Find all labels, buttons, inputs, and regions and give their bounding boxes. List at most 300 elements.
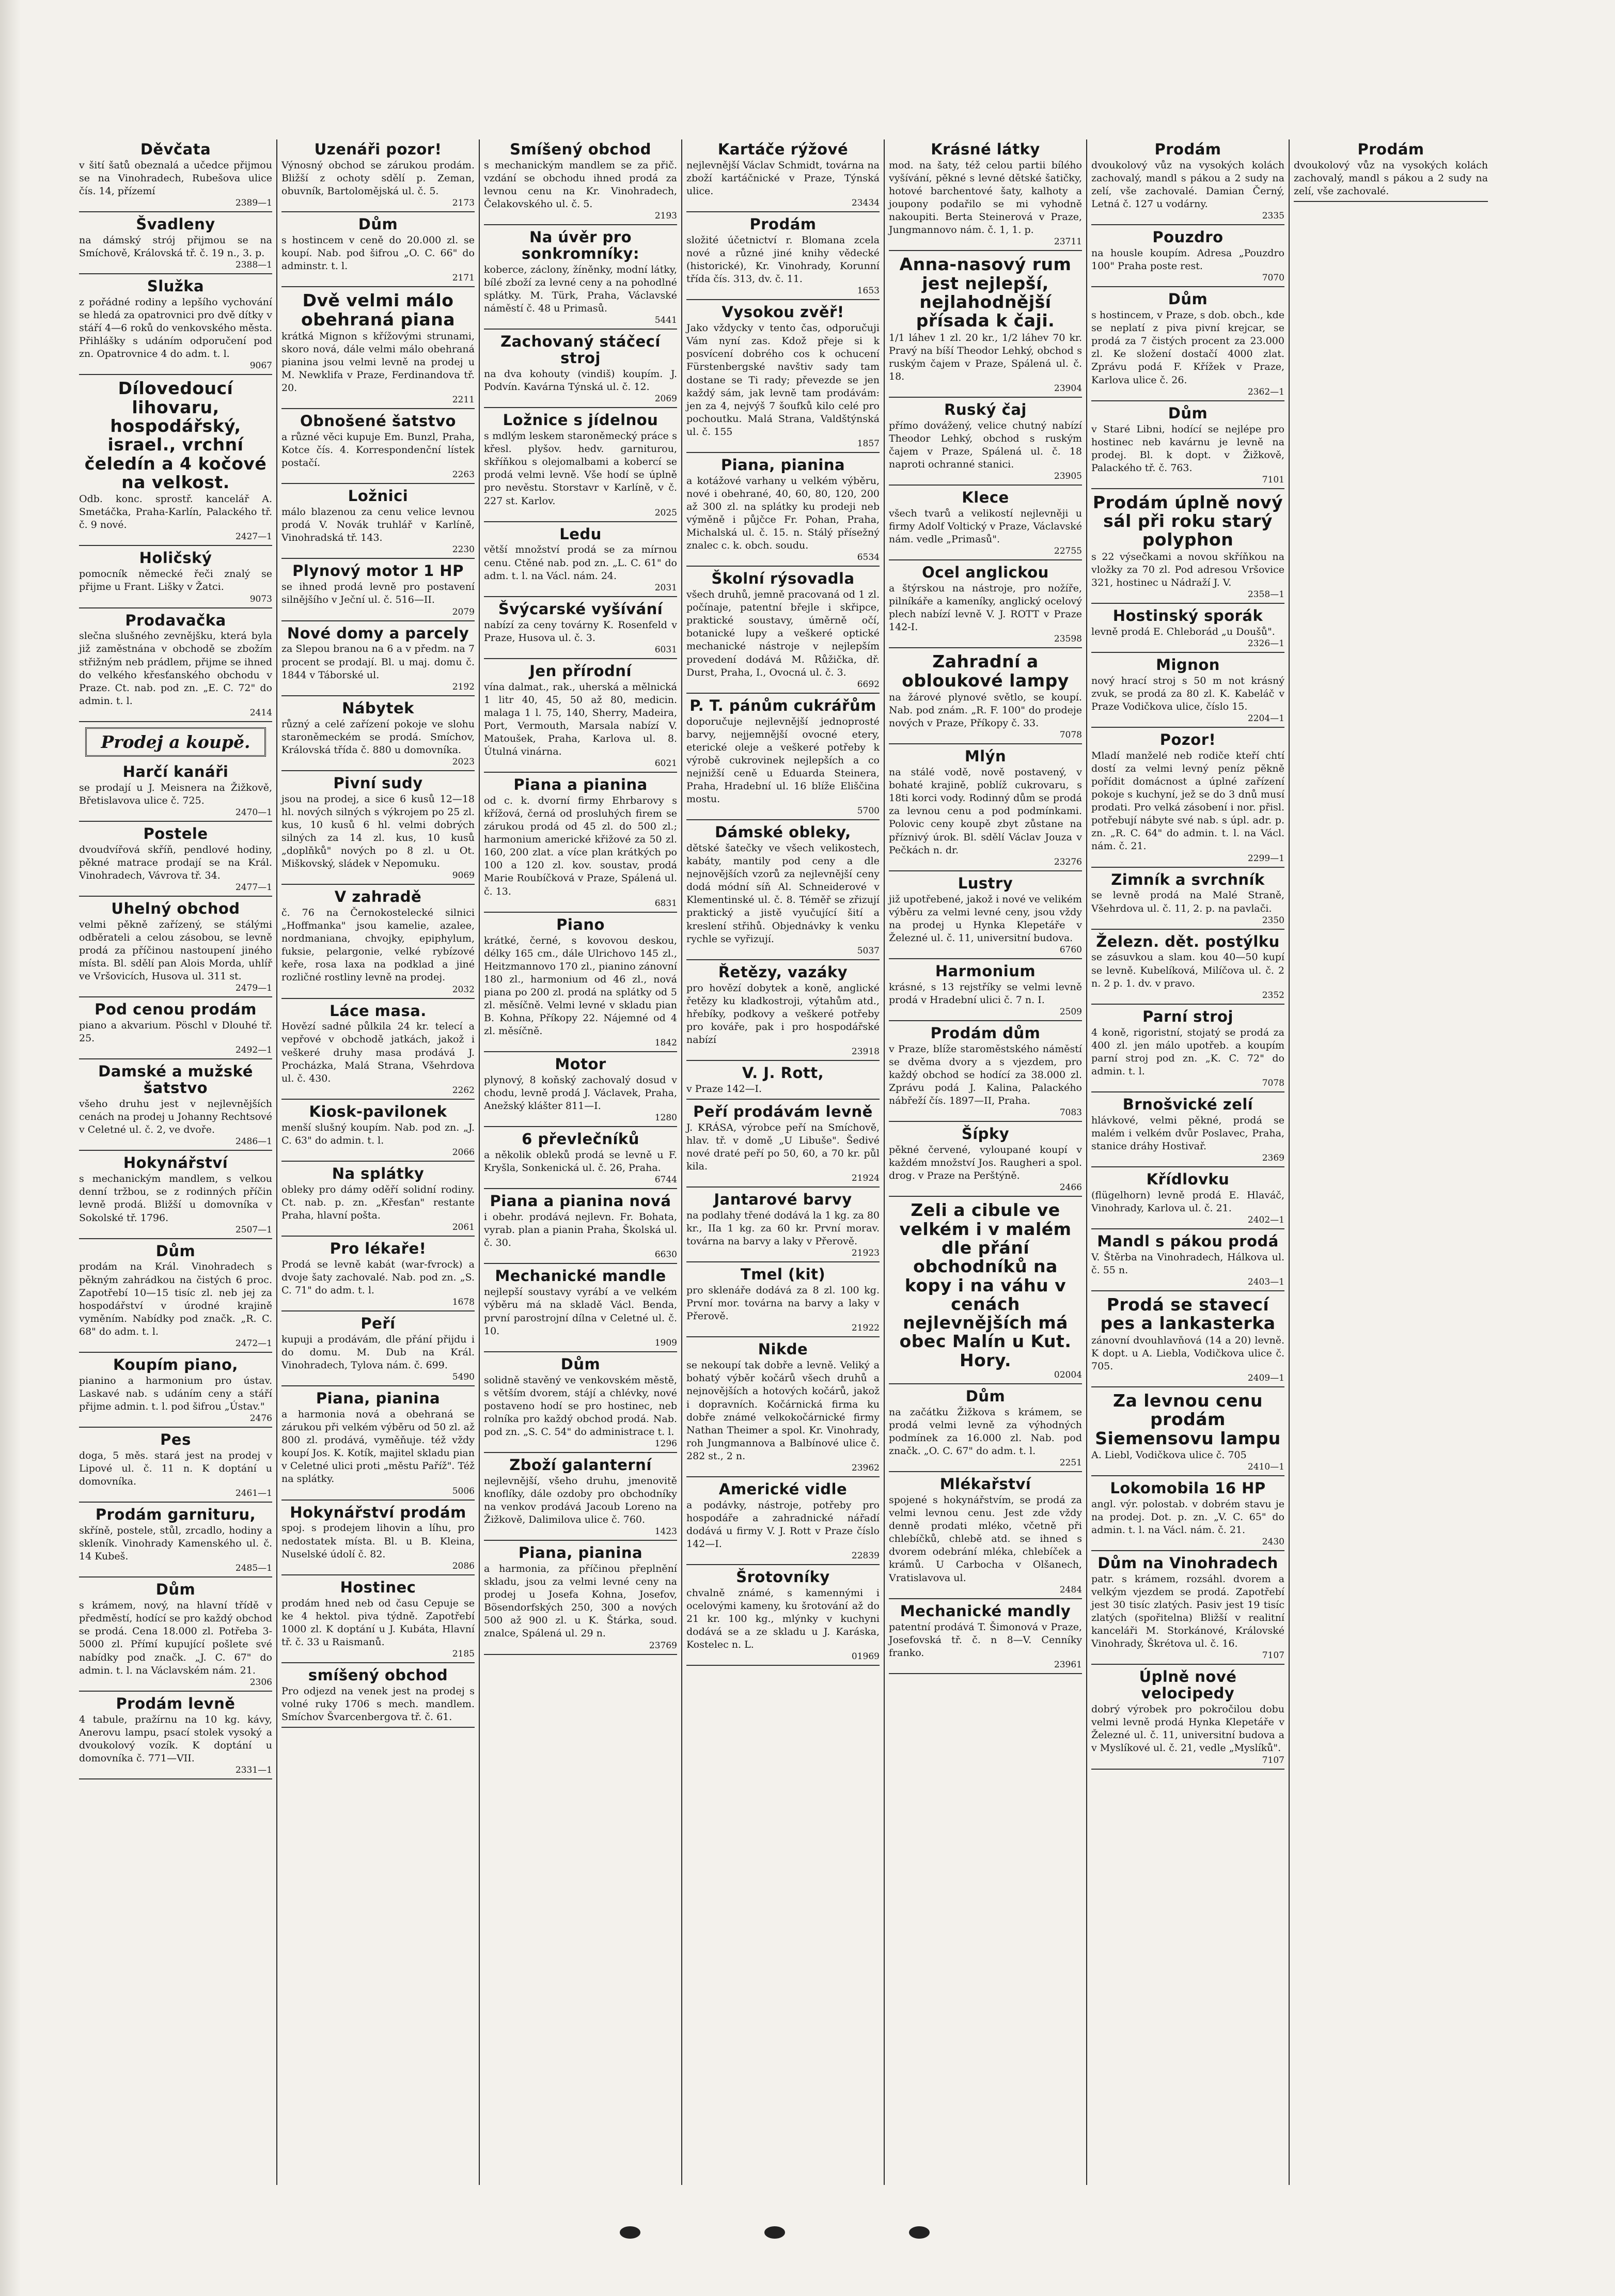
ad-title: Krásné látky: [931, 140, 1040, 158]
ad-reference-code: 23918: [851, 1046, 880, 1057]
ad-text: se prodají u J. Meisnera na Žižkově, Břetislavova ulice č. 725.: [79, 782, 272, 806]
ad-title: Nikde: [758, 1340, 808, 1358]
ad-title: Zeli a cibule ve velkém i v malém dle přání obchodníků na kopy i na váhu v cenách nejlevnějších má obec Malín u Kut. Hory.: [899, 1200, 1072, 1370]
ad-text: J. KRÁSA, výrobce peří na Smíchově, hlav. tř. v domě „U Libuše". Šedivé nové draté peří po 50, 60, a 70 kr. půl kila.: [686, 1121, 880, 1173]
ad-text: Jako vždycky v tento čas, odporučuji Vám nyní zas. Kdož přeje si k posvícení dobrého cos k ochucení Fürstenbergské navštiv sady tam dostane se Ti rady; převezde se jen každý sám, jak levně tam prodávám: jen za 4, nejvýš 7 šoufků kilo celé pro pochoutku. Malá Strana, Valdštýnská ul. č. 155: [686, 322, 880, 438]
ad-reference-code: 2358—1: [1247, 589, 1284, 600]
ad-title: Harmonium: [935, 962, 1036, 980]
ad-reference-code: 6760: [1059, 944, 1082, 955]
ad-text: všech druhů, jemně pracovaná od 1 zl. počínaje, patentní břejle i skřipce, praktické soustavy, úměrně očí, botanické lupy a veškeré optické mechanické nástroje v nejlepším provedení dodává M. Růžička, dř. Durst, Praha, I., Ovocná ul. č. 3.: [686, 589, 880, 678]
ad-text: patentní prodává T. Šimonová v Praze, Josefovská tř. č. n 8—V. Cenníky franko.: [889, 1621, 1082, 1659]
ad-text: spoj. s prodejem lihovin a líhu, pro nedostatek místa. Bl. u B. Kleina, Nuselské údolí č. 82.: [281, 1522, 475, 1560]
ad-text: krátké, černé, s kovovou deskou, délky 165 cm., dále Ulrichovo 145 zl., Heitzmannovo 170 zl., pianino zánovní 180 zl., harmonium od 46 zl., nová piana po 200 zl. prodá na splátky od 5 zl. měsíčně. Velmi levné v skladu pian B. Kohna, Příkopy 22. Nájemné od 4 zl. měsíčně.: [484, 934, 677, 1037]
ad-title: Šrotovníky: [736, 1568, 830, 1586]
classified-ad: [1091, 655, 1284, 728]
ad-text: pro sklenáře dodává za 8 zl. 100 kg. První mor. továrna na barvy a laky v Přerově.: [686, 1285, 880, 1322]
classified-ad: [281, 1164, 475, 1237]
ad-text: na žárové plynové světlo, se koupí. Nab. pod znám. „R. F. 100" do prodeje nových v Praze, Příkopy č. 33.: [889, 691, 1082, 729]
classified-ad: [79, 1061, 272, 1151]
ad-title: Prodám levně: [116, 1694, 236, 1712]
ad-reference-code: 2069: [654, 394, 677, 404]
ad-text: piano a akvarium. Pöschl v Dlouhé tř. 25.: [79, 1020, 272, 1044]
ad-text: 1/1 láhev 1 zl. 20 kr., 1/2 láhev 70 kr. Pravý na bíší Theodor Lehký, obchod s ruským čajem v Praze, Spálená ul. č. 18.: [889, 332, 1082, 382]
ad-text: doga, 5 měs. stará jest na prodej v Lipové ul. č. 11 n. K doptání u domovníka.: [79, 1449, 272, 1488]
ad-reference-code: 6692: [857, 679, 880, 690]
ad-title: P. T. pánům cukrářům: [689, 696, 876, 714]
classified-ad: [484, 1054, 677, 1127]
ad-text: všech tvarů a velikostí nejlevněji u firmy Adolf Voltický v Praze, Václavské nám. vedle „Primasů".: [889, 507, 1082, 545]
classified-ad: [484, 227, 677, 330]
ad-reference-code: 7078: [1059, 730, 1082, 741]
ad-text: menší slušný koupím. Nab. pod zn. „J. C. 63" do admin. t. l.: [281, 1121, 475, 1146]
classified-ad: [484, 1266, 677, 1352]
ad-title: Peří: [360, 1315, 396, 1333]
ad-title: Na úvěr pro sonkromníky:: [522, 228, 639, 263]
classified-ad: [484, 775, 677, 913]
ad-title: Koupím piano,: [113, 1355, 238, 1373]
ad-text: a různé věci kupuje Em. Bunzl, Praha, Kotce čís. 4. Korrespondenční lístek postačí.: [281, 431, 475, 469]
ad-text: s hostincem v ceně do 20.000 zl. se koupí. Nab. pod šifrou „O. C. 66" do adminstr. t. l.: [281, 235, 475, 272]
classified-ad: [889, 650, 1082, 744]
ad-text: pro hovězí dobytek a koně, anglické řetězy ku kladkostroji, výtahům atd., hřebíky, podkovy a veškeré potřeby pro kováře, pak i pro hospodářské nabízí: [686, 982, 880, 1045]
ad-title: Pod cenou prodám: [95, 1001, 257, 1019]
classified-ad: [1091, 289, 1284, 401]
ad-reference-code: 2299—1: [1247, 853, 1284, 864]
ad-reference-code: 2485—1: [235, 1563, 272, 1574]
ad-text: a štýrskou na nástroje, pro nožíře, pilníkáře a kameníky, anglický ocelový plech nabízí levně V. J. ROTT v Praze 142-I.: [889, 583, 1082, 633]
ad-reference-code: 23962: [851, 1462, 880, 1473]
ad-reference-code: 6534: [857, 552, 880, 563]
ad-reference-code: 6630: [654, 1249, 677, 1260]
ad-title: Lokomobila 16 HP: [1110, 1479, 1266, 1497]
ad-reference-code: 2023: [452, 756, 475, 767]
ad-text: na podlahy třené dodává la 1 kg. za 80 kr., IIa 1 kg. za 60 kr. První morav. továrna na barvy a laky v Přerově.: [686, 1210, 880, 1247]
classified-ad: [281, 623, 475, 696]
classified-ad: [1091, 1231, 1284, 1291]
classified-ad: [686, 214, 880, 300]
classified-ad: [686, 455, 880, 567]
ad-text: s hostincem, v Praze, s dob. obch., kde se neplatí z piva pivní krejcar, se prodá za 7 čistých procent za 23.000 zl. Ke složení dostačí 4000 zlat. Zprávu podá F. Křížek v Praze, Karlova ulice č. 26.: [1091, 309, 1284, 386]
ad-text: A. Liebl, Vodičkova ulice č. 705: [1091, 1449, 1247, 1461]
ad-reference-code: 2509: [1059, 1006, 1082, 1017]
ad-title: V. J. Rott,: [742, 1064, 824, 1082]
column-7: [1290, 139, 1492, 2185]
ad-reference-code: 2484: [1059, 1584, 1082, 1595]
classified-ad: [79, 824, 272, 897]
ad-title: Smíšený obchod: [510, 140, 651, 158]
ad-title: Holičský: [139, 549, 212, 567]
ad-reference-code: 2410—1: [1247, 1461, 1284, 1472]
ad-reference-code: 5700: [857, 806, 880, 817]
ad-text: doporučuje nejlevnější jednoprosté barvy, nejjemnější ovocné etery, eterické oleje a veškeré potřeby k výrobě cukrovinek nejlepších a co nejnižší ceně u Eduarda Steinera, Praha, Hradební ul. 16 blíže Eliščina mostu.: [686, 715, 880, 805]
ad-text: dětské šatečky ve všech velikostech, kabáty, mantily pod ceny a dle nejnovějších vzorů za nejlevnější ceny dodá módní síň Al. Schneiderové v Klementinské ul. č. 8. Téměř se zřizují praktický a jistě vyučující šití a kreslení střihů. Objednávky k venku rychle se vyřizují.: [686, 842, 880, 945]
ad-reference-code: 2507—1: [235, 1224, 272, 1235]
ad-text: koberce, záclony, žíněnky, modní látky, bílé zboží za levné ceny a na pohodlné splátky. M. Türk, Praha, Václavské náměstí č. 48 u Primasů.: [484, 263, 677, 315]
ad-reference-code: 1857: [857, 438, 880, 449]
ad-reference-code: 23276: [1054, 856, 1082, 867]
classified-ad: [889, 1199, 1082, 1384]
classified-ad: [281, 1388, 475, 1500]
ad-title: Ledu: [559, 525, 602, 543]
ad-reference-code: 2362—1: [1247, 386, 1284, 397]
ad-title: Americké vidle: [718, 1480, 848, 1498]
ad-title: Piano: [556, 915, 605, 933]
ad-text: vína dalmat., rak., uherská a mělnická 1 litr 40, 45, 50 až 80, medicin. malaga 1 l. 75, 140, Sherry, Madeira, Port, Vermouth, Marsala nabízí V. Matoušek, Praha, Karlova ul. 8. Útulná vinárna.: [484, 681, 677, 758]
ad-reference-code: 2032: [452, 984, 475, 995]
ad-title: Dům: [358, 215, 398, 233]
page-edge-shadow: [0, 0, 21, 2296]
ad-text: na začátku Žižkova s krámem, se prodá velmi levně za výhodných podmínek za 16.000 zl. Nab. pod značk. „O. C. 67" do adm. t. l.: [889, 1406, 1082, 1457]
ad-reference-code: 2388—1: [235, 260, 272, 271]
classified-ad: [281, 139, 475, 212]
ad-title: Zimník a svrchník: [1111, 870, 1265, 888]
ad-title: Školní rýsovadla: [711, 570, 855, 588]
ad-text: s mdlým leskem staroněmecký práce s křesl. plyšov. hedv. garniturou, skříňkou s olejomalbami a kobercí se prodá velmi levně. Vše hodí se úplně pro nevěstu. Storstavr v Karlíně, v č. 227 st. Karlov.: [484, 430, 677, 507]
ad-title: Ložnici: [348, 487, 409, 505]
ad-title: Prodám: [749, 215, 817, 233]
ad-title: Zahradní a obloukové lampy: [902, 651, 1069, 691]
ad-reference-code: 5441: [654, 315, 677, 326]
ad-text: nejlevnější Václav Schmidt, továrna na zboží kartáčnické v Praze, Týnská ulice.: [686, 159, 880, 197]
ad-title: Mandl s pákou prodá: [1097, 1232, 1279, 1251]
ad-text: již upotřebené, jakož i nové ve velikém výběru za velmi levné ceny, jsou vždy na prodej u Hynka Klepetáře v Železné ul. č. 11, universitní budova.: [889, 893, 1082, 944]
classified-ad: [79, 611, 272, 722]
ad-reference-code: 2486—1: [235, 1136, 272, 1147]
classified-ad: [1091, 730, 1284, 868]
ad-reference-code: 2352: [1262, 990, 1284, 1001]
ad-reference-code: 2479—1: [235, 983, 272, 994]
ad-reference-code: 1678: [452, 1297, 475, 1308]
ad-text: Pro odjezd na venek jest na prodej s volné ruky 1706 s mech. mandlem. Smíchov Švarcenbergova tř. č. 61.: [281, 1685, 475, 1723]
ad-title: Hokynářství: [123, 1154, 228, 1172]
ad-reference-code: 2335: [1262, 211, 1284, 222]
ad-reference-code: 7101: [1262, 474, 1284, 485]
ad-reference-code: 1842: [654, 1038, 677, 1049]
ad-text: a podávky, nástroje, potřeby pro hospodáře a zahradnické nářadí dodává u firmy V. J. Rott v Praze číslo 142—I.: [686, 1499, 880, 1550]
section-heading: Prodej a koupě.: [85, 727, 266, 757]
ad-reference-code: 2466: [1059, 1182, 1082, 1193]
column-2: [277, 139, 480, 2185]
ad-title: Jen přírodní: [529, 662, 632, 680]
ad-text: dvoukolový vůz na vysokých kolách zachovalý, mandl s pákou a 2 sudy na zelí, vše zachovalé.: [1294, 159, 1488, 197]
classified-ad: [79, 377, 272, 546]
ad-reference-code: 2262: [452, 1085, 475, 1096]
ad-text: složité účetnictví r. Blomana zcela nové a různé jiné knihy vědecké (historické), Kr. Vinohrady, Korunní třída čís. 313, dv. č. 11.: [686, 235, 880, 285]
classified-ad: [79, 1241, 272, 1353]
ad-title: Pes: [160, 1431, 191, 1449]
ad-title: Piana, pianina: [720, 456, 845, 474]
ad-reference-code: 23711: [1054, 237, 1082, 247]
ad-text: (flügelhorn) levně prodá E. Hlaváč, Vinohrady, Karlova ul. č. 21.: [1091, 1189, 1284, 1214]
classified-ad: [281, 1001, 475, 1100]
ad-title: Postele: [143, 824, 208, 842]
classified-ad: [686, 1190, 880, 1262]
classified-ad: [281, 486, 475, 559]
ad-text: pěkné červené, vyloupané koupí v každém množství Jos. Raugheri a spol. drog. v Praze na Perštýně.: [889, 1144, 1082, 1182]
classified-ad: [889, 1386, 1082, 1472]
classified-ad: [281, 1239, 475, 1311]
ad-reference-code: 2192: [452, 681, 475, 692]
classified-ad: [686, 1264, 880, 1337]
ad-text: různý a celé zařízení pokoje ve slohu staroněmeckém se prodá. Smíchov, Královská třída č. 880 u domovníka.: [281, 718, 475, 756]
classified-ad: [79, 139, 272, 212]
ad-reference-code: 2472—1: [235, 1338, 272, 1349]
classified-ad: [1091, 1007, 1284, 1092]
ad-text: v Staré Libni, hodící se nejlépe pro hostinec neb kavárnu je levně na prodej. Bl. k dopt. v Žižkově, Palackého tř. č. 763.: [1091, 423, 1284, 474]
ad-reference-code: 2389—1: [235, 198, 272, 209]
ad-title: Křídlovku: [1146, 1170, 1230, 1189]
classified-ad: [1091, 1478, 1284, 1551]
ad-text: chvalně známé, s kamennými i ocelovými kameny, ku šrotování až do 21 kr. 100 kg., mlýnky v kuchyni dodává se a ze skladu u J. Karáska, Kostelec n. L.: [686, 1587, 880, 1651]
classified-ad: [79, 548, 272, 608]
column-5: [885, 139, 1087, 2185]
ad-title: smíšený obchod: [308, 1666, 448, 1684]
ad-reference-code: 6021: [654, 758, 677, 769]
classified-ad: [686, 822, 880, 960]
classified-ad: [1091, 1293, 1284, 1387]
ad-text: nový hrací stroj s 50 m not krásný zvuk, se prodá za 80 zl. K. Kabeláč v Praze Vodičkova ulice, číslo 15.: [1091, 675, 1284, 712]
ad-title: Anna-nasový rum jest nejlepší, nejlahodnější přísada k čaji.: [899, 254, 1072, 331]
ad-text: prodám hned neb od času Cepuje se ke 4 hektol. piva týdně. Zapotřebí 1000 zl. K doptání u J. Kubáta, Hlavní tř. č. 33 u Raismanů.: [281, 1597, 475, 1648]
ad-text: solidně stavěný ve venkovském městě, s větším dvorem, stájí a chlévky, nové postaveno hodí se pro hostinec, neb rolníka pro každý obchod prodá. Nab. pod zn. „S. C. 54" do administrace t. l.: [484, 1374, 677, 1438]
ad-reference-code: 2470—1: [235, 807, 272, 818]
ad-title: Šípky: [961, 1125, 1010, 1143]
ad-title: Piana a pianina: [513, 776, 648, 794]
column-6: [1087, 139, 1290, 2185]
classified-ad: [686, 302, 880, 453]
ad-title: Prodám garnituru,: [95, 1506, 256, 1524]
ad-text: mod. na šaty, též celou partii bílého vyšívání, pěkné s levné dětské šatičky, hotové barchentové šaty, kalhoty a joupony podařilo se mi vyhodně nakoupiti. Berta Steinerová v Praze, Jungmannovo nám. č. 1, 1. p.: [889, 159, 1082, 236]
classified-ad: [889, 563, 1082, 648]
ad-title: Švadleny: [136, 215, 215, 233]
ad-text: obleky pro dámy oděří solidní rodiny. Ct. nab. p. zn. „Křesťan" restante Praha, hlavní pošta.: [281, 1183, 475, 1221]
ad-title: Prodám: [1154, 140, 1221, 158]
ad-reference-code: 2414: [249, 707, 272, 718]
classified-ad: [889, 488, 1082, 560]
ad-title: Prodám dům: [930, 1024, 1041, 1042]
ad-text: s mechanickým mandlem, s velkou denní tržbou, se z rodinných příčin levně prodá. Bližší u domovníka v Sokolské tř. 1796.: [79, 1173, 272, 1224]
ad-title: Damské a mužské šatstvo: [98, 1063, 253, 1097]
ad-text: a několik obleků prodá se levně u F. Kryšla, Sonkenická ul. č. 26, Praha.: [484, 1149, 677, 1174]
ad-title: Zboží galanterní: [509, 1456, 652, 1474]
ad-reference-code: 2251: [1059, 1458, 1082, 1469]
ad-title: Ruský čaj: [944, 400, 1027, 418]
ad-text: na stálé vodě, nově postavený, v bohaté krajině, poblíž cukrovaru, s 18ti korci vody. Rodinný dům se prodá za levnou cenu a pod podmínkami. Polovic ceny koupě zbyt zůstane na příznivý úrok. Bl. sdělí Václav Jouza v Pečkách n. dr.: [889, 767, 1082, 856]
classified-ad: [79, 1430, 272, 1503]
ad-reference-code: 2031: [654, 582, 677, 593]
classified-ad: [686, 1479, 880, 1565]
ad-text: č. 76 na Černokostelecké silnici „Hoffmanka" jsou kamelie, azalee, nordmaniana, chvojky, epiphylum, fuksie, pelargonie, velké rybízové keře, rosa laxa na podklad a jiné rozličné rostliny levně na prodej.: [281, 907, 475, 983]
ad-text: od c. k. dvorní firmy Ehrbarovy s křížová, černá od prosluhých firem se zárukou prodá od 45 zl. do 500 zl.; harmonium americké křižové za 50 zl. 160, 200 zlat. a více plan krátkých po 100 a 120 zl. kov. soustav, prodá Marie Roubíčková v Praze, Spálená ul. č. 13.: [484, 795, 677, 897]
ad-reference-code: 1423: [654, 1526, 677, 1537]
classified-ad: [79, 899, 272, 997]
ad-title: Zachovaný stáčecí stroj: [500, 333, 661, 367]
column-3: [480, 139, 682, 2185]
ad-reference-code: 2476: [249, 1413, 272, 1424]
ad-reference-code: 2477—1: [235, 882, 272, 893]
classified-ad: [1091, 139, 1284, 225]
ad-reference-code: 7070: [1262, 273, 1284, 284]
ad-text: V. Štěrba na Vinohradech, Hálkova ul. č. 55 n.: [1091, 1251, 1284, 1276]
classified-ad: [281, 887, 475, 998]
ad-reference-code: 21924: [851, 1173, 880, 1184]
ad-reference-code: 7083: [1059, 1107, 1082, 1118]
ad-title: Švýcarské vyšívání: [498, 600, 663, 618]
ad-reference-code: 7107: [1262, 1755, 1284, 1766]
ad-title: Plynový motor 1 HP: [292, 562, 464, 580]
classified-ad: [889, 1474, 1082, 1599]
ad-title: Pouzdro: [1152, 228, 1224, 246]
ad-reference-code: 5006: [452, 1486, 475, 1496]
ad-text: skříně, postele, stůl, zrcadlo, hodiny a skleník. Vinohrady Kamenského ul. č. 14 Kubeš.: [79, 1525, 272, 1563]
ad-title: Piana, pianina: [316, 1389, 441, 1408]
ad-reference-code: 2086: [452, 1560, 475, 1571]
classified-ad: [686, 1063, 880, 1100]
ad-text: se ihned prodá levně pro postavení silnějšího v Ječní ul. č. 516—II.: [281, 581, 475, 606]
ad-title: Mignon: [1156, 655, 1220, 674]
classified-ad: [1091, 491, 1284, 604]
ad-reference-code: 2331—1: [235, 1764, 272, 1775]
ad-reference-code: 2173: [452, 198, 475, 209]
ad-reference-code: 2403—1: [1247, 1277, 1284, 1288]
ad-reference-code: 5490: [452, 1372, 475, 1383]
classified-ad: [1091, 227, 1284, 287]
classified-ad: [1091, 403, 1284, 489]
ad-text: a kotážové varhany u velkém výběru, nové i obehrané, 40, 60, 80, 120, 200 až 300 zl. na splátky ku prodeji neb výměně i půjčce Fr. Pohan, Praha, Michalská ul. č. 15. n. Stálý přísežný znalec c. k. obch. soudu.: [686, 475, 880, 552]
ad-reference-code: 6831: [654, 898, 677, 909]
classified-ad: [1091, 1389, 1284, 1476]
classified-ad: [889, 253, 1082, 398]
ad-text: nejlepší soustavy vyrábí a ve velkém výběru má na skladě Václ. Benda, první parostrojní dílna v Celetné ul. č. 10.: [484, 1286, 677, 1337]
ad-title: Dům: [965, 1387, 1006, 1405]
ad-reference-code: 2402—1: [1247, 1215, 1284, 1226]
ad-text: s krámem, nový, na hlavní třídě v předměstí, hodící se pro každý obchod se prodá. Cena 18.000 zl. Potřeba 3-5000 zl. Přímí kupující pošlete své nabídky pod značk. „J. C. 67" do admin. t. l. na Václavském nám. 21.: [79, 1600, 272, 1676]
ad-title: Kiosk-pavilonek: [309, 1102, 447, 1120]
ad-title: Mlékařství: [939, 1475, 1031, 1493]
ad-text: nejlevnější, všeho druhu, jmenovitě knoflíky, dále ozdoby pro obchodníky na venkov prodává Jacoub Loreno na Žižkově, Dalimilova ulice č. 760.: [484, 1475, 677, 1526]
ad-reference-code: 2409—1: [1247, 1372, 1284, 1383]
ad-text: větší množství prodá se za mírnou cenu. Ctěné nab. pod zn. „L. C. 61" do adm. t. l. na Václ. nám. 24.: [484, 544, 677, 582]
ad-text: se zásuvkou a slam. kou 40—50 kupí se levně. Kubelíková, Milíčova ul. č. 2 n. 2 p. 1. dv. v pravo.: [1091, 951, 1284, 989]
ad-title: Uzenáři pozor!: [314, 140, 442, 158]
classified-ad: [484, 1129, 677, 1189]
ad-title: Piana a pianina nová: [490, 1192, 671, 1210]
ad-text: Výnosný obchod se zárukou prodám. Bližší z ochoty sdělí p. Zeman, obuvník, Bartolomějská ul. č. 5.: [281, 159, 475, 197]
ad-reference-code: 2171: [452, 273, 475, 284]
ad-reference-code: 2326—1: [1247, 638, 1284, 649]
ad-text: angl. výr. polostab. v dobrém stavu je na prodej. Dot. p. zn. „V. C. 65" do admin. t. l. na Václ. nám. č. 21.: [1091, 1498, 1284, 1536]
classified-ad: [889, 400, 1082, 486]
ad-text: spojené s hokynářstvím, se prodá za velmi levnou cenu. Jest zde vždy denně prodati mléko, včetně při chlebíčků, chlebě atd. se ihned s dvorem odebrání mléka, chlebíček a krámů. U Carbocha v Olšanech, Vratislavova ul.: [889, 1494, 1082, 1584]
ad-text: pomocník německé řeči znalý se přijme u Frant. Lišky v Žatci.: [79, 568, 272, 593]
classified-ad: [281, 698, 475, 771]
ad-title: Vysokou zvěř!: [722, 303, 844, 321]
ad-title: Nové domy a parcely: [287, 624, 469, 642]
ad-title: Kartáče rýžové: [717, 140, 849, 158]
classified-ad: [484, 332, 677, 408]
ad-reference-code: 1653: [857, 286, 880, 296]
ad-title: Mlýn: [964, 747, 1007, 766]
column-4: [682, 139, 885, 2185]
ad-title: Lustry: [958, 874, 1013, 892]
ad-title: V zahradě: [334, 888, 422, 906]
ad-reference-code: 23961: [1054, 1659, 1082, 1670]
classified-ad: [484, 915, 677, 1053]
classified-ad: [281, 1577, 475, 1663]
classified-ad: [79, 276, 272, 375]
punch-hole: [620, 2226, 640, 2239]
classified-ad: [889, 746, 1082, 871]
ad-text: na dámský strój přijmou se na Smíchově, Královská tř. č. 19 n., 3. p.: [79, 235, 272, 259]
classified-ad: [1091, 1095, 1284, 1167]
ad-text: přímo dovážený, velice chutný nabízí Theodor Lehký, obchod s ruským čajem v Praze, Spálená ul. č. 18 naproti ochranné stanici.: [889, 419, 1082, 470]
ad-title: Železn. dět. postýlku: [1096, 932, 1280, 950]
classified-ad: [889, 1124, 1082, 1197]
ad-text: 4 koně, rigoristní, stojatý se prodá za 400 zl. jen málo upotřeb. a koupím parní stroj pod zn. „K. C. 72" do admin. t. l.: [1091, 1026, 1284, 1077]
ad-text: na dva kohouty (vindiš) koupím. J. Podvín. Kavárna Týnská ul. č. 12.: [484, 368, 677, 393]
ad-text: v šití šatů obeznalá a učedce přijmou se na Vinohradech, Rubešova ulice čís. 14, přízemí: [79, 159, 272, 197]
classified-ad: [889, 873, 1082, 959]
ad-text: plynový, 8 koňský zachovalý dosud v chodu, levně prodá J. Václavek, Praha, Anežský klášter 811—I.: [484, 1074, 677, 1112]
ad-title: Děvčata: [140, 140, 211, 158]
ad-text: s 22 výsečkami a novou skříňkou na vložky za 70 zl. Pod adresou Vršovice 321, hostinec u Nádraží J. V.: [1091, 551, 1284, 588]
ad-title: Láce masa.: [330, 1002, 427, 1020]
ad-reference-code: 2427—1: [235, 532, 272, 542]
ad-reference-code: 2204—1: [1247, 713, 1284, 724]
classified-ads-page: [75, 139, 1493, 2185]
classified-ad: [281, 1665, 475, 1728]
classified-ad: [79, 762, 272, 822]
ad-text: Hovězí sadné půlkila 24 kr. telecí a vepřové v obchodě jatkách, jakož i veškeré druhy masa prodává J. Procházka, Malá Strana, Všehrdova ul. č. 430.: [281, 1021, 475, 1084]
ad-text: i obehr. prodává nejlevn. Fr. Bohata, vyrab. plan a pianin Praha, Školská ul. č. 30.: [484, 1211, 677, 1249]
ad-title: Mechanické mandle: [495, 1267, 666, 1285]
ad-title: Dům: [155, 1581, 196, 1599]
ad-title: Motor: [555, 1055, 606, 1073]
ad-text: krátká Mignon s křížovými strunami, skoro nová, dále velmi málo obehraná pianina jsou velmi levně na prodej u M. Newklifa v Praze, Ferdinandova tř. 20.: [281, 330, 475, 394]
classified-ad: [686, 1339, 880, 1477]
ad-text: všeho druhu jest v nejlevnějších cenách na prodej u Johanny Rechtsové v Celetné ul. č. 2, ve dvoře.: [79, 1098, 272, 1136]
ad-reference-code: 23769: [649, 1640, 677, 1651]
ad-reference-code: 1296: [654, 1438, 677, 1449]
ad-title: Tmel (kit): [740, 1266, 826, 1284]
ad-text: z pořádné rodiny a lepšího vychování se hledá za opatrovnici pro dvě dítky v stáří 4—6 roků do venkovského města. Přihlášky s udáním odporučení pod zn. Opatrovnice 4 do adm. t. l.: [79, 296, 272, 360]
ad-reference-code: 2263: [452, 470, 475, 480]
classified-ad: [484, 410, 677, 522]
classified-ad: [1091, 870, 1284, 930]
ad-title: Prodá se stavecí pes a lankasterka: [1100, 1294, 1276, 1334]
ad-title: Úplně nové velocipedy: [1139, 1668, 1237, 1703]
classified-ad: [1091, 606, 1284, 653]
classified-ad: [281, 214, 475, 287]
classified-ad: [79, 1355, 272, 1428]
ad-text: Odb. konc. sprostř. kancelář A. Smetáčka, Praha-Karlín, Palackého tř. č. 9 nové.: [79, 493, 272, 531]
classified-ad: [79, 999, 272, 1059]
ad-text: dobrý výrobek pro pokročilou dobu velmi levně prodá Hynka Klepetáře v Železné ul. č. 11, universitní budova a v Myslíkové ul. č. 21, vedle „Myslíků".: [1091, 1704, 1284, 1754]
ad-reference-code: 2306: [249, 1677, 272, 1688]
ad-title: Parní stroj: [1142, 1007, 1233, 1025]
ad-title: Ložnice s jídelnou: [503, 411, 658, 429]
ad-text: a harmonia nová a obehraná se zárukou při velkém výběru od 50 zl. až 800 zl. prodává, vyměňuje. též vždy koupí Jos. K. Kotík, majitel skladu pian v Celetné ulici proti „městu Paříž". Též na splátky.: [281, 1409, 475, 1485]
ad-reference-code: 2185: [452, 1648, 475, 1659]
ad-text: velmi pěkně zařízený, se stálými odběrateli a celou zásobou, se levně prodá za příčinou nastoupení jiného místa. Bl. sdělí pan Alois Morda, uhlíř ve Vršovicích, Husova ul. 311 st.: [79, 918, 272, 982]
ad-reference-code: 2025: [654, 507, 677, 518]
ad-text: dvoudvířová skříň, pendlové hodiny, pěkné matrace prodají se na Král. Vinohradech, Vávrova tř. 34.: [79, 844, 272, 881]
ad-text: Prodá se levně kabát (war-fvrock) a dvoje šaty zachovalé. Nab. pod zn. „S. C. 71" do adm. t. l.: [281, 1258, 475, 1296]
ad-title: Hostinec: [340, 1578, 416, 1596]
classified-ad: [281, 411, 475, 484]
classified-ad: [1294, 139, 1488, 202]
ad-reference-code: 1280: [654, 1113, 677, 1123]
